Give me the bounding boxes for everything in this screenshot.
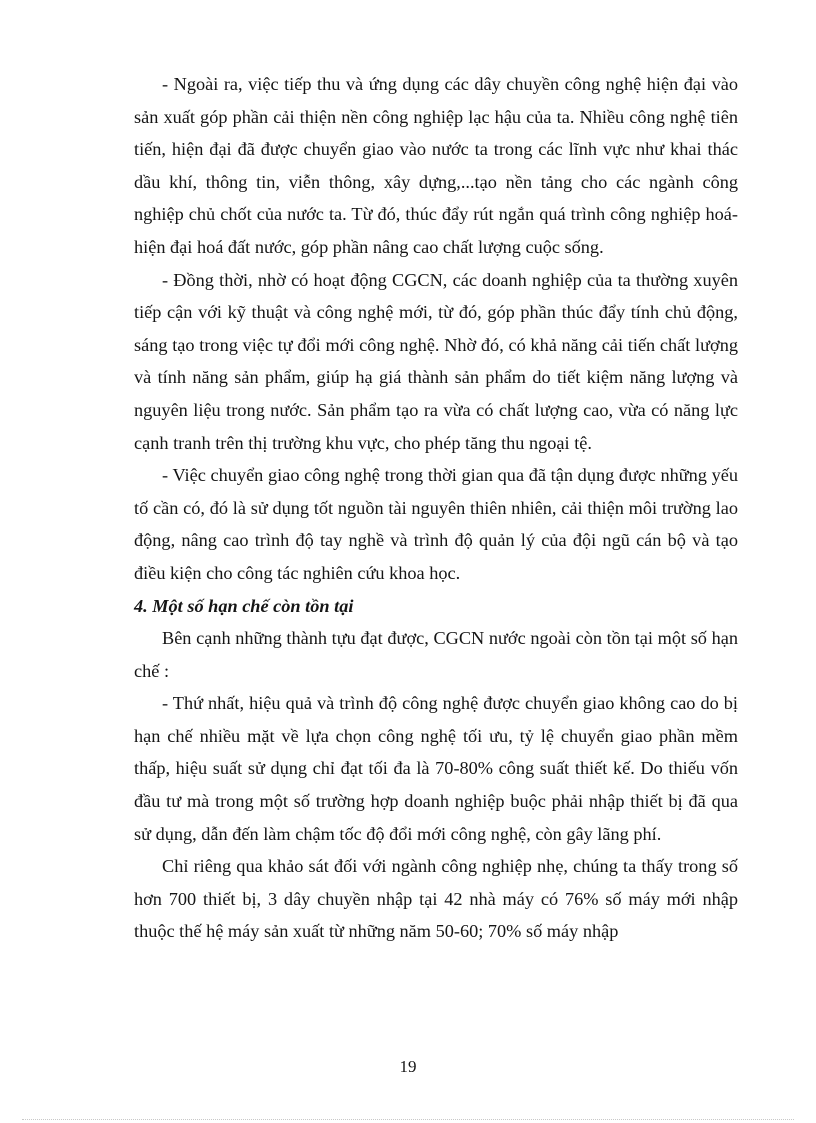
page-number: 19 — [399, 1057, 417, 1076]
paragraph-cgcn-access: - Đồng thời, nhờ có hoạt động CGCN, các doanh nghiệp của ta thường xuyên tiếp cận với kỹ thuật và công nghệ mới, từ đó, góp phần thúc đẩy tính chủ động, sáng tạo trong việc tự đổi mới công nghệ. Nhờ đó, có khả năng cải tiến chất lượng và tính năng sản phẩm, giúp hạ giá thành sản phẩm do tiết kiệm năng lượng và nguyên liệu trong nước. Sản phẩm tạo ra vừa có chất lượng cao, vừa có năng lực cạnh tranh trên thị trường khu vực, cho phép tăng thu ngoại tệ. — [134, 269, 738, 453]
paragraph-resources: - Việc chuyển giao công nghệ trong thời gian qua đã tận dụng được những yếu tố cần có, đó là sử dụng tốt nguồn tài nguyên thiên nhiên, cải thiện môi trường lao động, nâng cao trình độ tay nghề và trình độ quản lý của đội ngũ cán bộ và tạo điều kiện cho công tác nghiên cứu khoa học. — [134, 465, 738, 583]
paragraph-first-limitation: - Thứ nhất, hiệu quả và trình độ công nghệ được chuyển giao không cao do bị hạn chế nhiều mặt về lựa chọn công nghệ tối ưu, tỷ lệ chuyển giao phần mềm thấp, hiệu suất sử dụng chỉ đạt tối đa là 70-80% công suất thiết kế. Do thiếu vốn đầu tư mà trong một số trường hợp doanh nghiệp buộc phải nhập thiết bị đã qua sử dụng, dẫn đến làm chậm tốc độ đổi mới công nghệ, còn gây lãng phí. — [134, 693, 738, 844]
page-bottom-divider — [22, 1119, 794, 1120]
section-heading: 4. Một số hạn chế còn tồn tại — [134, 595, 354, 616]
paragraph-modern-lines: - Ngoài ra, việc tiếp thu và ứng dụng các dây chuyền công nghệ hiện đại vào sản xuất góp phần cải thiện nền công nghiệp lạc hậu của ta. Nhiều công nghệ tiên tiến, hiện đại đã được chuyển giao vào nước ta trong các lĩnh vực như khai thác dầu khí, thông tin, viễn thông, xây dựng,...tạo nền tảng cho các ngành công nghiệp chủ chốt của nước ta. Từ đó, thúc đẩy rút ngắn quá trình công nghiệp hoá- hiện đại hoá đất nước, góp phần nâng cao chất lượng cuộc sống. — [134, 74, 738, 257]
paragraph-limitations-intro: Bên cạnh những thành tựu đạt được, CGCN nước ngoài còn tồn tại một số hạn chế : — [134, 628, 738, 681]
page-body — [134, 68, 738, 948]
paragraph-light-industry: Chỉ riêng qua khảo sát đối với ngành công nghiệp nhẹ, chúng ta thấy trong số hơn 700 thiết bị, 3 dây chuyền nhập tại 42 nhà máy có 76% số máy mới nhập thuộc thế hệ máy sản xuất từ những năm 50-60; 70% số máy nhập — [134, 856, 738, 942]
